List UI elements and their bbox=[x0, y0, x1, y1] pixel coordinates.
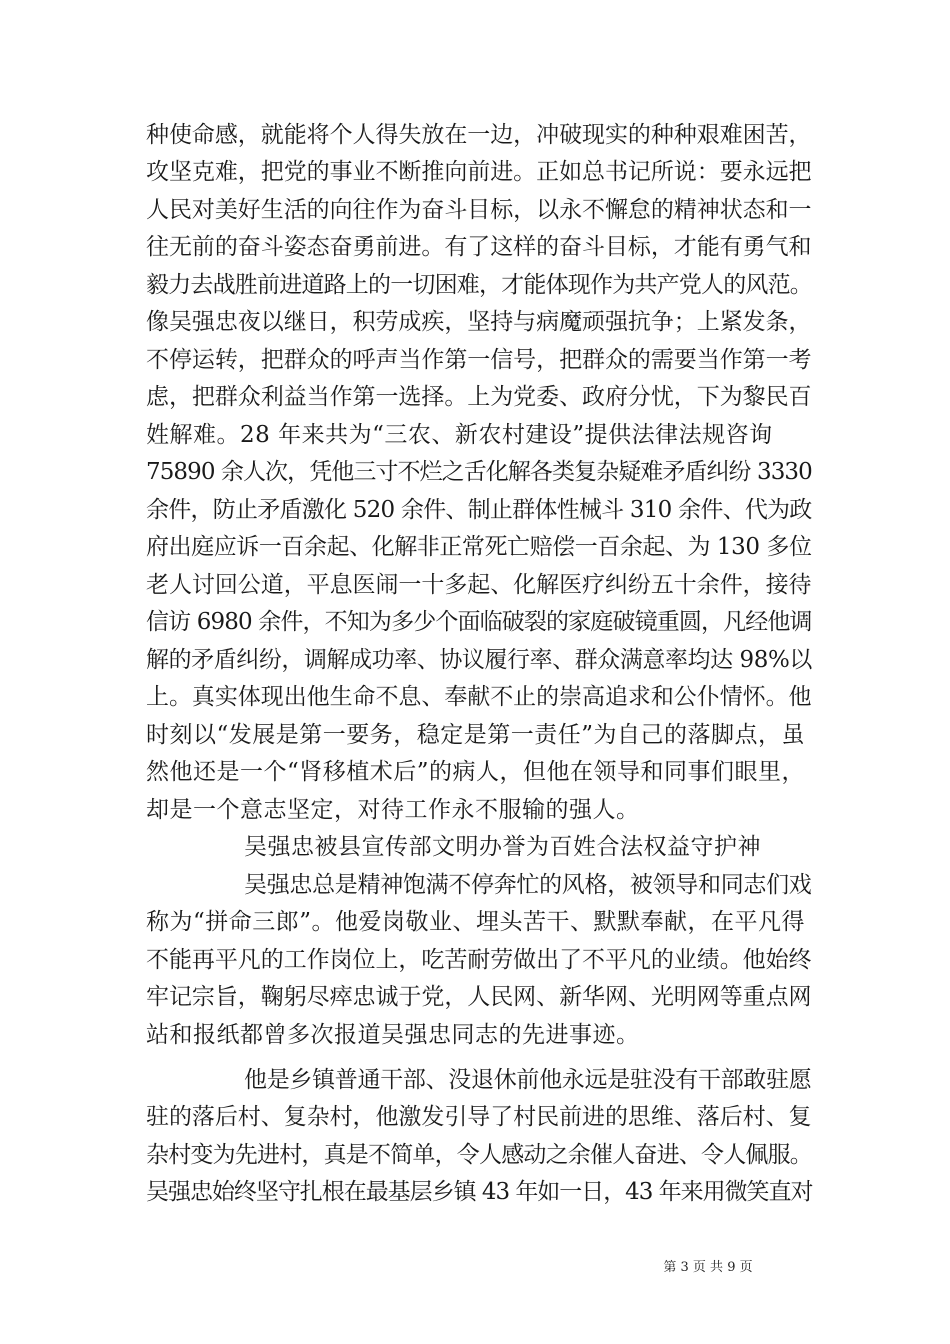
text-line: 人民对美好生活的向往作为奋斗目标，以永不懈怠的精神状态和一 bbox=[146, 197, 812, 223]
text-line: 像吴强忠夜以继日，积劳成疾，坚持与病魔顽强抗争；上紧发条， bbox=[146, 309, 812, 335]
text-line: 种使命感，就能将个人得失放在一边，冲破现实的种种艰难困苦， bbox=[146, 122, 812, 148]
text-line: 姓解难。28 年来共为“三农、新农村建设”提供法律法规咨询 bbox=[146, 422, 773, 448]
text-line: 攻坚克难，把党的事业不断推向前进。正如总书记所说：要永远把 bbox=[146, 159, 812, 185]
text-line: 驻的落后村、复杂村，他激发引导了村民前进的思维、落后村、复 bbox=[146, 1104, 812, 1130]
text-line: 称为“拼命三郎”。他爱岗敬业、埋头苦干、默默奉献，在平凡得 bbox=[146, 909, 806, 935]
text-line: 上。真实体现出他生命不息、奉献不止的崇高追求和公仆情怀。他 bbox=[146, 684, 812, 710]
page-number: 第 3 页 共 9 页 bbox=[663, 1260, 753, 1275]
section-heading: 吴强忠被县宣传部文明办誉为百姓合法权益守护神 bbox=[244, 834, 761, 860]
text-line: 75890 余人次，凭他三寸不烂之舌化解各类复杂疑难矛盾纠纷 3330 bbox=[146, 459, 812, 485]
page-footer bbox=[0, 1260, 950, 1276]
text-line: 不能再平凡的工作岗位上，吃苦耐劳做出了不平凡的业绩。他始终 bbox=[146, 947, 812, 973]
text-line: 府出庭应诉一百余起、化解非正常死亡赔偿一百余起、为 130 多位 bbox=[146, 534, 812, 560]
text-line: 虑，把群众利益当作第一选择。上为党委、政府分忧，下为黎民百 bbox=[146, 384, 812, 410]
text-line: 却是一个意志坚定，对待工作永不服输的强人。 bbox=[146, 797, 640, 823]
text-line: 老人讨回公道，平息医闹一十多起、化解医疗纠纷五十余件，接待 bbox=[146, 572, 812, 598]
text-line: 时刻以“发展是第一要务，稳定是第一责任”为自己的落脚点，虽 bbox=[146, 722, 806, 748]
text-line: 余件，防止矛盾激化 520 余件、制止群体性械斗 310 余件、代为政 bbox=[146, 497, 812, 523]
text-line: 毅力去战胜前进道路上的一切困难，才能体现作为共产党人的风范。 bbox=[146, 272, 813, 298]
text-line: 解的矛盾纠纷，调解成功率、协议履行率、群众满意率均达 98%以 bbox=[146, 647, 812, 673]
text-line: 他是乡镇普通干部、没退休前他永远是驻没有干部敢驻愿 bbox=[244, 1067, 812, 1093]
text-line: 然他还是一个“肾移植术后”的病人，但他在领导和同事们眼里， bbox=[146, 759, 806, 785]
text-line: 吴强忠始终坚守扎根在最基层乡镇 43 年如一日，43 年来用微笑直对 bbox=[146, 1179, 813, 1205]
text-line: 杂村变为先进村，真是不简单，令人感动之余催人奋进、令人佩服。 bbox=[146, 1142, 813, 1168]
text-line: 站和报纸都曾多次报道吴强忠同志的先进事迹。 bbox=[146, 1022, 640, 1048]
text-line: 信访 6980 余件，不知为多少个面临破裂的家庭破镜重圆，凡经他调 bbox=[146, 609, 812, 635]
text-line: 不停运转，把群众的呼声当作第一信号，把群众的需要当作第一考 bbox=[146, 347, 812, 373]
text-line: 吴强忠总是精神饱满不停奔忙的风格，被领导和同志们戏 bbox=[244, 872, 812, 898]
text-line: 牢记宗旨，鞠躬尽瘁忠诚于党，人民网、新华网、光明网等重点网 bbox=[146, 984, 812, 1010]
text-line: 往无前的奋斗姿态奋勇前进。有了这样的奋斗目标，才能有勇气和 bbox=[146, 234, 812, 260]
